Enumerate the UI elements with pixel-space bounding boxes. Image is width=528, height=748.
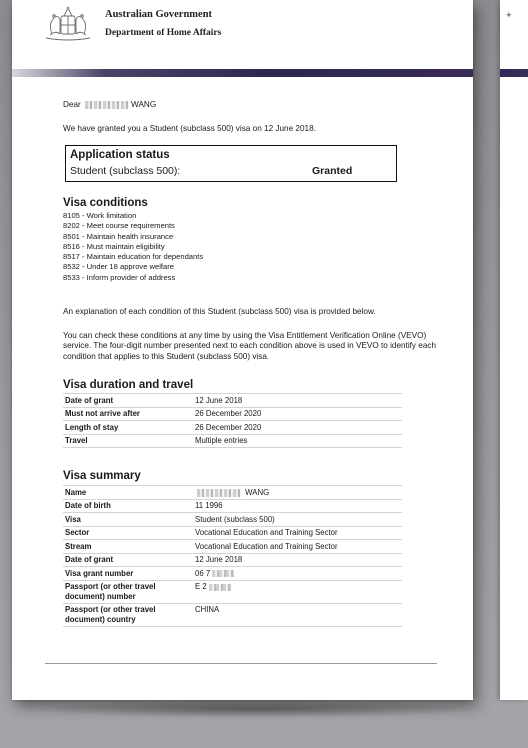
table-row	[63, 553, 402, 567]
row-key: Date of birth	[63, 499, 193, 513]
condition-item: 8533 - Inform provider of address	[63, 272, 176, 282]
row-value: Vocational Education and Training Sector	[193, 540, 402, 554]
summary-heading: Visa summary	[63, 470, 141, 482]
row-key: Name	[63, 486, 193, 500]
row-key: Passport (or other travel document) number	[63, 580, 193, 603]
condition-item: 8532 - Under 18 approve welfare	[63, 262, 175, 272]
salutation	[63, 100, 156, 110]
letterhead	[12, 0, 473, 70]
condition-item: 8516 - Must maintain eligibility	[63, 241, 165, 251]
row-value: E 2	[195, 582, 207, 592]
application-status-box	[65, 145, 397, 182]
row-key: Travel	[63, 434, 193, 448]
redacted-name	[85, 101, 129, 109]
redacted-passport-number	[209, 584, 231, 591]
crest-icon: ✦	[505, 10, 513, 20]
table-row	[63, 513, 402, 527]
redacted-given-name	[197, 489, 241, 497]
row-value: 12 June 2018	[193, 394, 402, 408]
conditions-list	[63, 211, 203, 283]
redacted-grant-number	[212, 570, 234, 577]
row-key: Length of stay	[63, 421, 193, 435]
row-value-cell	[193, 580, 402, 603]
row-value: 26 December 2020	[193, 421, 402, 435]
vevo-paragraph: You can check these conditions at any time by using the Visa Entitlement Verification Online (VEVO) service. The four-digit number presented next to each condition above is used in VEVO to identify each condition that applies to this Student (subclass 500) visa.	[63, 331, 437, 361]
table-row	[63, 394, 402, 408]
row-value: WANG	[245, 487, 270, 497]
row-key: Must not arrive after	[63, 407, 193, 421]
table-row	[63, 421, 402, 435]
conditions-explanation: An explanation of each condition of this Student (subclass 500) visa is provided below.	[63, 307, 376, 316]
salutation-prefix: Dear	[63, 100, 81, 109]
conditions-heading: Visa conditions	[63, 197, 148, 209]
row-value: 26 December 2020	[193, 407, 402, 421]
page-shadow	[30, 700, 480, 718]
header-band	[12, 69, 473, 77]
table-row	[63, 486, 402, 500]
table-row	[63, 499, 402, 513]
footer-divider	[45, 663, 437, 664]
government-name: Australian Government	[105, 9, 213, 20]
row-value-cell	[193, 486, 402, 500]
row-value: 12 June 2018	[193, 553, 402, 567]
salutation-surname: WANG	[131, 100, 157, 109]
row-key: Visa grant number	[63, 567, 193, 581]
row-key: Date of grant	[63, 553, 193, 567]
summary-table	[63, 485, 402, 627]
row-key: Stream	[63, 540, 193, 554]
row-key: Date of grant	[63, 394, 193, 408]
row-key: Passport (or other travel document) country	[63, 603, 193, 626]
row-value: Vocational Education and Training Sector	[193, 526, 402, 540]
coat-of-arms-icon	[38, 4, 98, 44]
status-title: Application status	[70, 149, 170, 161]
row-value-cell	[193, 567, 402, 581]
table-row	[63, 603, 402, 626]
duration-table	[63, 393, 402, 448]
status-value: Granted	[312, 165, 353, 177]
visa-grant-letter	[12, 0, 473, 700]
table-row	[63, 540, 402, 554]
header-band	[500, 69, 528, 77]
row-value: Student (subclass 500)	[193, 513, 402, 527]
condition-item: 8105 - Work limitation	[63, 211, 137, 220]
row-value: Multiple entries	[193, 434, 402, 448]
condition-item: 8501 - Maintain health insurance	[63, 231, 174, 241]
row-value-cell	[193, 499, 402, 513]
duration-heading: Visa duration and travel	[63, 379, 194, 391]
row-key: Sector	[63, 526, 193, 540]
row-key: Visa	[63, 513, 193, 527]
table-row	[63, 407, 402, 421]
row-value: 06 7	[195, 568, 211, 578]
table-row	[63, 580, 402, 603]
table-row	[63, 434, 402, 448]
table-row	[63, 526, 402, 540]
condition-item: 8202 - Meet course requirements	[63, 221, 175, 231]
grant-statement: We have granted you a Student (subclass 500) visa on 12 June 2018.	[63, 124, 316, 133]
table-row	[63, 567, 402, 581]
adjacent-page-edge	[500, 0, 528, 700]
department-name: Department of Home Affairs	[105, 28, 222, 38]
row-value: 11 1996	[195, 501, 223, 511]
status-label: Student (subclass 500):	[70, 165, 181, 177]
row-value: CHINA	[193, 603, 402, 626]
condition-item: 8517 - Maintain education for dependants	[63, 252, 204, 262]
